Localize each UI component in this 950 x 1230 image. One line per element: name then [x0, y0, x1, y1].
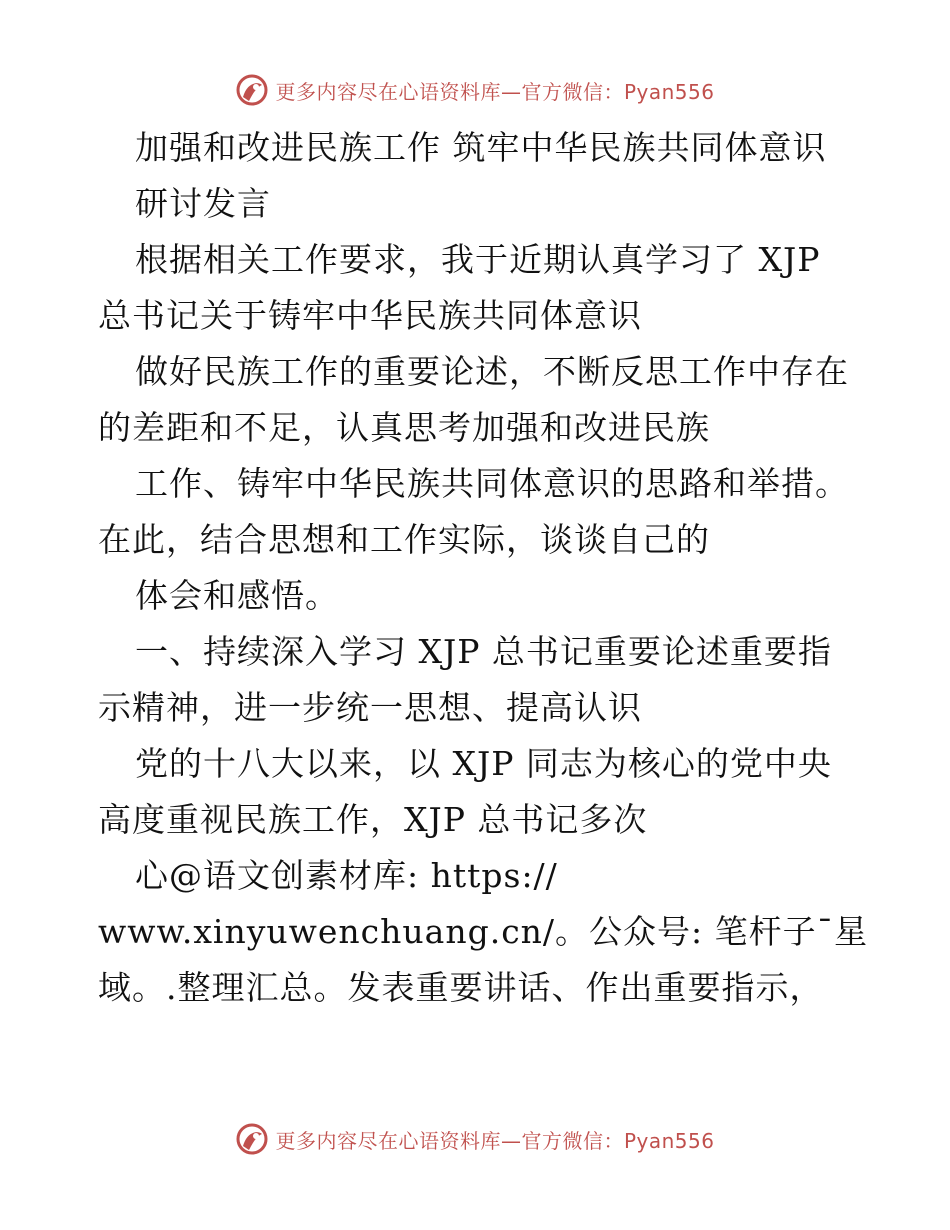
document-body	[98, 120, 869, 1016]
doc-line: www.xinyuwenchuang.cn/。公众号: 笔杆子¯星	[98, 912, 869, 951]
doc-line: 根据相关工作要求，我于近期认真学习了 XJP	[135, 240, 821, 279]
doc-line: 工作、铸牢中华民族共同体意识的思路和举措。	[135, 464, 849, 503]
doc-subtitle-line: 研讨发言	[135, 184, 271, 223]
doc-line: 在此，结合思想和工作实际，谈谈自己的	[98, 520, 710, 559]
doc-line: 高度重视民族工作，XJP 总书记多次	[98, 800, 648, 839]
header-watermark-banner	[0, 70, 950, 110]
footer-watermark-banner	[0, 1119, 950, 1159]
footer-watermark-text: 更多内容尽在心语资料库—官方微信：Pyan556	[275, 1128, 715, 1153]
red-ribbon-logo-icon	[235, 73, 269, 107]
doc-line: 体会和感悟。	[135, 576, 339, 615]
doc-title-line: 加强和改进民族工作 筑牢中华民族共同体意识	[135, 128, 827, 167]
doc-line: 示精神，进一步统一思想、提高认识	[98, 688, 642, 727]
red-ribbon-logo-icon	[235, 1122, 269, 1156]
doc-line: 域。.整理汇总。发表重要讲话、作出重要指示，	[98, 968, 824, 1007]
doc-line: 总书记关于铸牢中华民族共同体意识	[98, 296, 642, 335]
doc-line: 的差距和不足，认真思考加强和改进民族	[98, 408, 710, 447]
doc-line: 党的十八大以来，以 XJP 同志为核心的党中央	[135, 744, 832, 783]
doc-section-heading: 一、持续深入学习 XJP 总书记重要论述重要指	[135, 632, 832, 671]
doc-line: 做好民族工作的重要论述，不断反思工作中存在	[135, 352, 849, 391]
header-watermark-text: 更多内容尽在心语资料库—官方微信：Pyan556	[275, 79, 715, 104]
doc-line: 心@语文创素材库: https://	[135, 856, 558, 895]
